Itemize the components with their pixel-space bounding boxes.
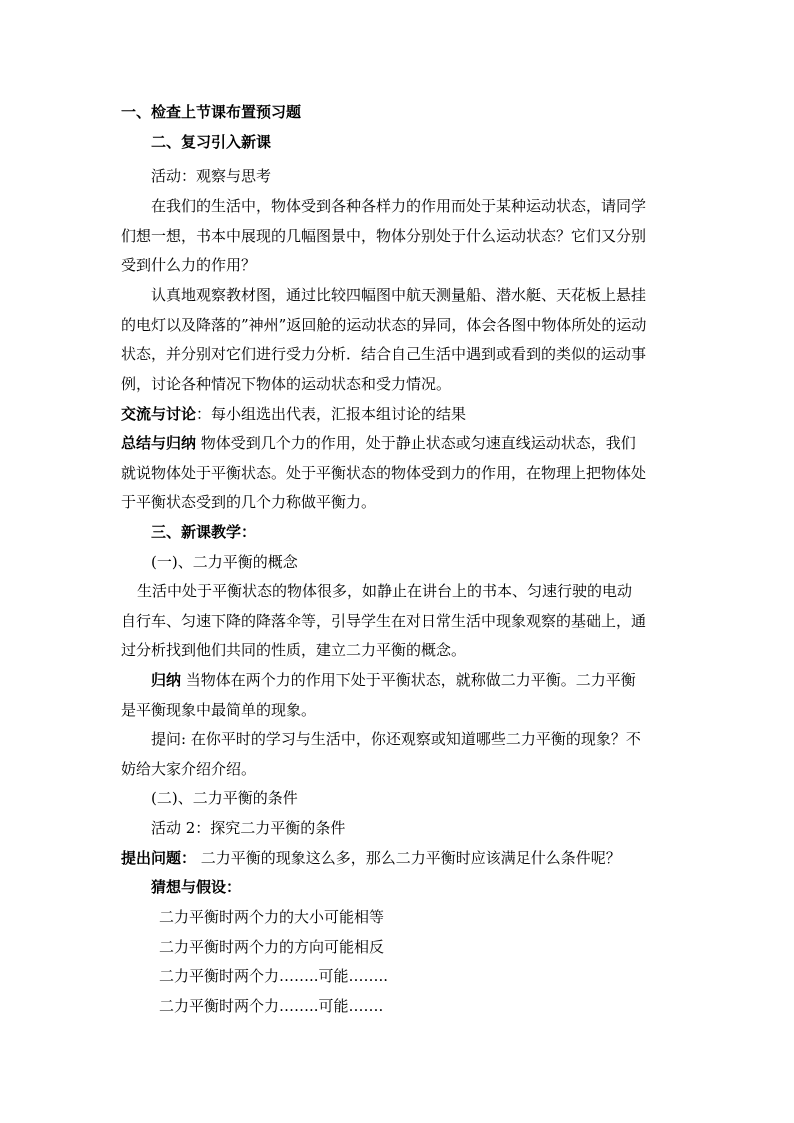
heading-review: 二、复习引入新课 <box>151 133 272 151</box>
paragraph-concept-line: 自行车、匀速下降的降落伞等，引导学生在对日常生活中现象观察的基础上，通 <box>121 612 647 630</box>
activity-observe: 活动：观察与思考 <box>151 167 272 185</box>
paragraph-intro-line: 受到什么力的作用？ <box>121 256 257 274</box>
heading-new-lesson: 三、新课教学： <box>151 523 257 541</box>
paragraph-concept-line: 过分析找到他们共同的性质，建立二力平衡的概念。 <box>121 641 467 659</box>
paragraph-observe-line: 的电灯以及降落的”神州”返回舱的运动状态的异同，体会各图中物体所处的运动 <box>121 316 647 334</box>
paragraph-observe-line: 例，讨论各种情况下物体的运动状态和受力情况。 <box>121 375 452 393</box>
paragraph-concept-line: 生活中处于平衡状态的物体很多，如静止在讲台上的书本、匀速行驶的电动 <box>137 582 633 600</box>
subheading-concept: (一)、二力平衡的概念 <box>151 553 298 571</box>
guess-item: 二力平衡时两个力……..可能……. <box>159 997 384 1015</box>
raise-question-line <box>121 848 677 868</box>
guess-item: 二力平衡时两个力……..可能…….. <box>159 967 389 985</box>
summary-line <box>121 433 677 453</box>
paragraph-intro-line: 们想一想，书本中展现的几幅图景中，物体分别处于什么运动状态？它们又分别 <box>121 227 647 245</box>
question-line: 提问: 在你平时的学习与生活中，你还观察或知道哪些二力平衡的现象？不 <box>151 730 641 748</box>
question-line: 妨给大家介绍介绍。 <box>121 760 257 778</box>
induction-line: 是平衡现象中最简单的现象。 <box>121 701 317 719</box>
raise-question-text: 二力平衡的现象这么多，那么二力平衡时应该满足什么条件呢？ <box>196 849 621 867</box>
paragraph-observe-line: 认真地观察教材图，通过比较四幅图中航天测量船、潜水艇、天花板上悬挂 <box>151 286 647 304</box>
activity-explore: 活动 2：探究二力平衡的条件 <box>151 819 346 837</box>
summary-label: 总结与归纳 <box>121 434 197 452</box>
induction-text: 当物体在两个力的作用下处于平衡状态，就称做二力平衡。二力平衡 <box>181 671 636 689</box>
exchange-discussion <box>121 404 677 424</box>
heading-check-preview: 一、检查上节课布置预习题 <box>121 103 302 121</box>
paragraph-intro-line: 在我们的生活中，物体受到各种各样力的作用而处于某种运动状态，请同学 <box>151 197 647 215</box>
summary-text: 物体受到几个力的作用，处于静止状态或匀速直线运动状态，我们 <box>196 434 636 452</box>
raise-question-label: 提出问题： <box>121 849 197 867</box>
induction-line <box>151 670 707 690</box>
guess-hypothesis-label: 猜想与假设： <box>151 878 242 896</box>
paragraph-observe-line: 状态，并分别对它们进行受力分析．结合自己生活中遇到或看到的类似的运动事 <box>121 345 647 363</box>
induction-label: 归纳 <box>151 671 182 689</box>
exchange-text: ：每小组选出代表，汇报本组讨论的结果 <box>196 405 467 423</box>
guess-item: 二力平衡时两个力的方向可能相反 <box>159 938 385 956</box>
exchange-label: 交流与讨论 <box>121 405 197 423</box>
subheading-conditions: (二)、二力平衡的条件 <box>151 789 298 807</box>
guess-item: 二力平衡时两个力的大小可能相等 <box>159 908 385 926</box>
summary-line: 于平衡状态受到的几个力称做平衡力。 <box>121 493 377 511</box>
summary-line: 就说物体处于平衡状态。处于平衡状态的物体受到力的作用，在物理上把物体处 <box>121 464 647 482</box>
